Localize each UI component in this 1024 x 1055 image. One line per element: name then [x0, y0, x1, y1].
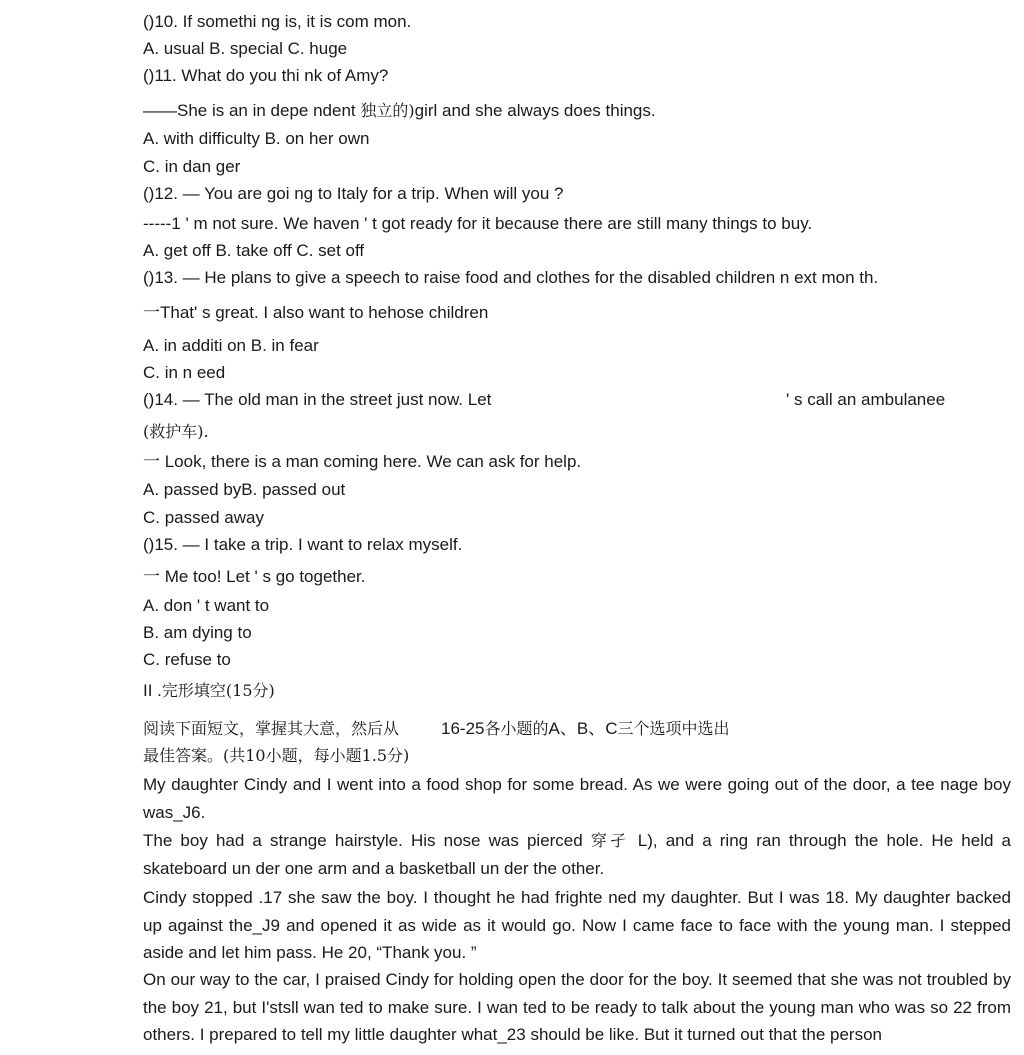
instruction-1c: 各小题的: [484, 719, 549, 738]
p2-a: The boy had a strange hairstyle. His nose was pierced: [143, 831, 591, 850]
p2-cjk: 穿孑: [590, 831, 630, 850]
p2-b: L), and a ring ran through the hole. He held a skateboard un der one arm and a basketball un der the other.: [143, 831, 1011, 878]
q14-dialog: 一 Look, there is a man coming here. We can ask for help.: [143, 452, 582, 471]
q15-dialog: 一 Me too! Let ' s go together.: [143, 567, 366, 586]
q11-dialog-b: girl and she always does things.: [414, 101, 656, 120]
q11-dialog-cjk: 独立的): [360, 101, 415, 120]
q13-options-2: C. in n eed: [143, 363, 226, 382]
q12-options: A. get off B. take off C. set off: [143, 241, 365, 260]
instruction-1a: 阅读下面短文，掌握其大意，然后从: [143, 719, 400, 738]
question-10: ()10. If somethi ng is, it is com mon.: [143, 12, 412, 31]
passage-paragraph-2: [143, 827, 1011, 882]
question-15: ()15. — I take a trip. I want to relax myself.: [143, 535, 463, 554]
q12-dialog: -----1 ' m not sure. We haven ' t got ready for it because there are still many things to buy.: [143, 214, 813, 233]
q14-options-1: A. passed byB. passed out: [143, 480, 346, 499]
section-2-instruction-1: [143, 719, 730, 739]
section-2-instruction-2: 最佳答案。(共10小题，每小题1.5分): [143, 746, 410, 765]
q11-dialog-a: ——She is an in depe ndent: [143, 101, 361, 120]
q15-option-c: C. refuse to: [143, 650, 231, 669]
question-11: ()11. What do you thi nk of Amy?: [143, 66, 389, 85]
passage-paragraph-1: My daughter Cindy and I went into a food shop for some bread. As we were going out of the door, a tee nage boy was_J6.: [143, 775, 1011, 822]
q11-dialog: [143, 101, 656, 121]
q13-dialog: 一That' s great. I also want to hehose children: [143, 303, 489, 322]
q15-option-a: A. don ' t want to: [143, 596, 270, 615]
passage-paragraph-3: Cindy stopped .17 she saw the boy. I thought he had frighte ned my daughter. But I was 18. My daughter backed up against the_J9 and opened it as wide as it would go. Now I came face to face with the young man. I stepped aside and let him pass. He 20, “Thank you. ”: [143, 888, 1011, 963]
question-14-cjk: (救护车).: [143, 422, 209, 441]
question-14-tail: ' s call an ambulanee: [786, 390, 946, 409]
question-14: ()14. — The old man in the street just now. Let: [143, 390, 492, 409]
section-2-title: 完形填空(15分): [161, 681, 275, 700]
q10-options: A. usual B. special C. huge: [143, 39, 348, 58]
passage-paragraph-4: On our way to the car, I praised Cindy for holding open the door for the boy. It seemed that she was not troubled by the boy 21, but I'stsll wan ted to make sure. I wan ted to be ready to talk about the young man who was so 22 from others. I prepared to tell my little daughter what_23 should be like. But it turned out that the person: [143, 970, 1011, 1045]
question-12: ()12. — You are goi ng to Italy for a trip. When will you ?: [143, 184, 564, 203]
question-13: ()13. — He plans to give a speech to raise food and clothes for the disabled children n ext mon th.: [143, 268, 879, 287]
q14-options-2: C. passed away: [143, 508, 264, 527]
section-2-heading: [143, 681, 275, 701]
instruction-1e: 三个选项中选出: [617, 719, 730, 738]
section-2-numeral: II .: [143, 681, 162, 700]
q11-options-1: A. with difficulty B. on her own: [143, 129, 370, 148]
instruction-1d: A、B、C: [548, 719, 618, 738]
instruction-1b: 16-25: [441, 719, 485, 738]
q13-options-1: A. in additi on B. in fear: [143, 336, 319, 355]
q11-options-2: C. in dan ger: [143, 157, 241, 176]
q15-option-b: B. am dying to: [143, 623, 252, 642]
